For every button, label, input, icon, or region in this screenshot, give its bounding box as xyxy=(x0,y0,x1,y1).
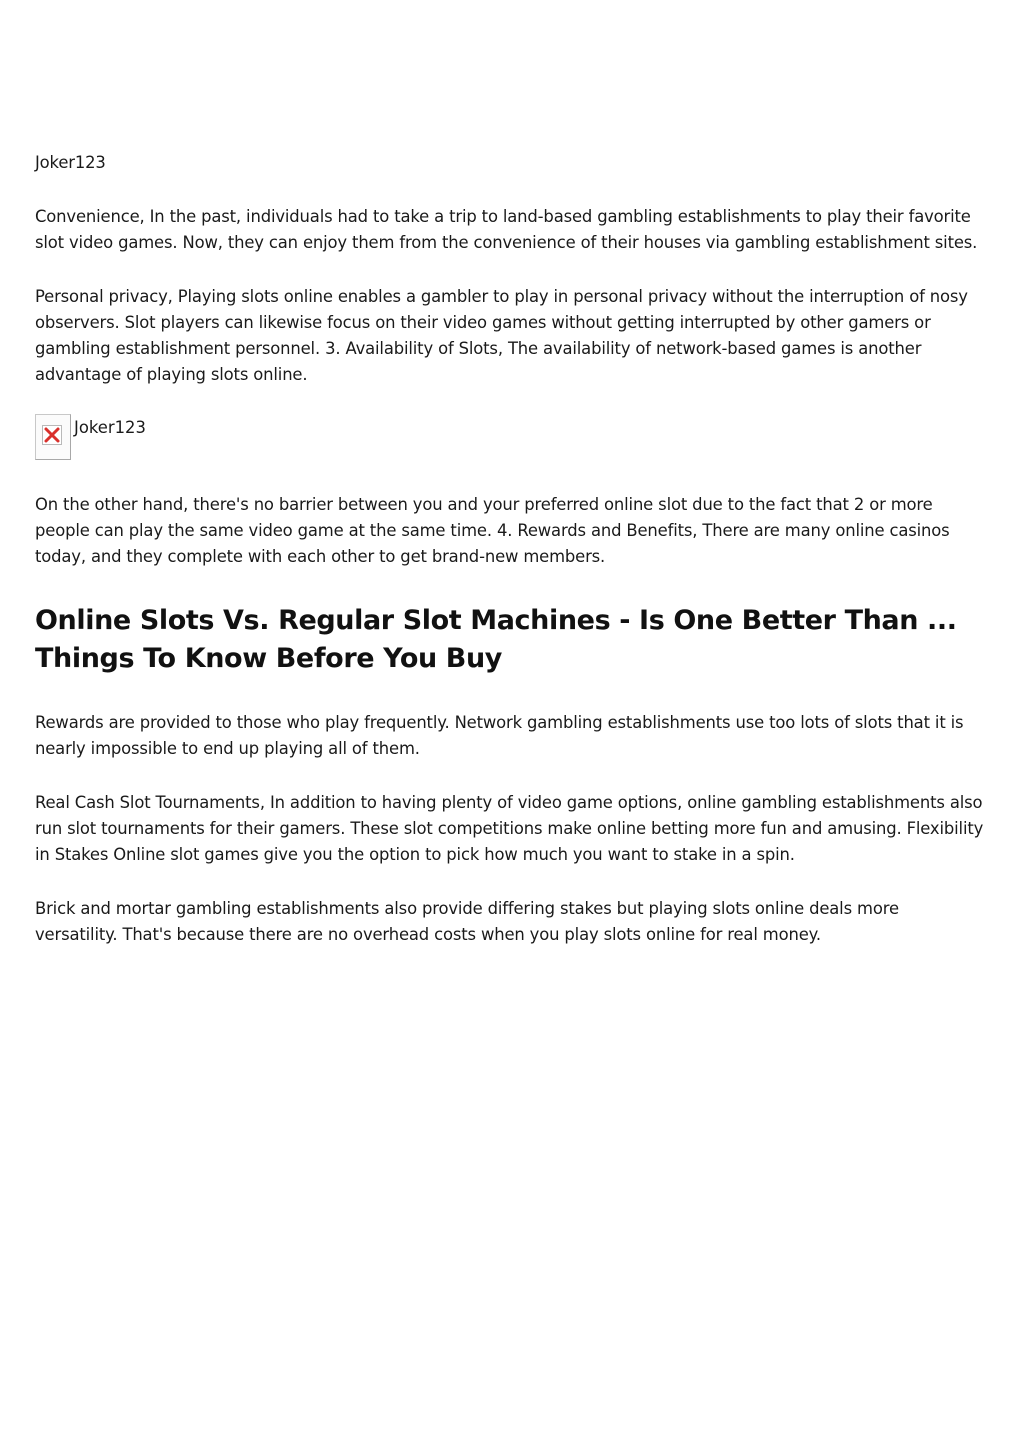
image-row xyxy=(35,414,985,462)
broken-image-icon[interactable] xyxy=(35,414,71,460)
joker123-link-text[interactable]: Joker123 xyxy=(35,153,106,172)
section-heading: Online Slots Vs. Regular Slot Machines - Is One Better Than ... Things To Know Before You Buy xyxy=(35,605,957,674)
paragraph-tournaments: Real Cash Slot Tournaments, In addition to having plenty of video game options, online gambling establishments also run slot tournaments for their gamers. These slot competitions make online betting more fun and amusing. Flexibility in Stakes Online slot games give you the option to pick how much you want to stake in a spin. xyxy=(35,793,984,864)
paragraph-rewards: Rewards are provided to those who play frequently. Network gambling establishments use too lots of slots that it is nearly impossible to end up playing all of them. xyxy=(35,713,964,758)
paragraph-privacy: Personal privacy, Playing slots online enables a gambler to play in personal privacy without the interruption of nosy observers. Slot players can likewise focus on their video games without getting interrupted by other gamers or gambling establishment personnel. 3. Availability of Slots, The availability of network-based games is another advantage of playing slots online. xyxy=(35,287,968,384)
paragraph-barrier: On the other hand, there's no barrier between you and your preferred online slot due to the fact that 2 or more people can play the same video game at the same time. 4. Rewards and Benefits, There are many online casinos today, and they complete with each other to get brand-new members. xyxy=(35,495,950,566)
image-alt-text: Joker123 xyxy=(74,418,146,437)
document-page xyxy=(35,150,985,948)
paragraph-stakes: Brick and mortar gambling establishments also provide differing stakes but playing slots online deals more versatility. That's because there are no overhead costs when you play slots online for real money. xyxy=(35,899,899,944)
close-x-icon xyxy=(42,425,62,445)
paragraph-convenience: Convenience, In the past, individuals had to take a trip to land-based gambling establishments to play their favorite slot video games. Now, they can enjoy them from the convenience of their houses via gambling establishment sites. xyxy=(35,207,978,252)
